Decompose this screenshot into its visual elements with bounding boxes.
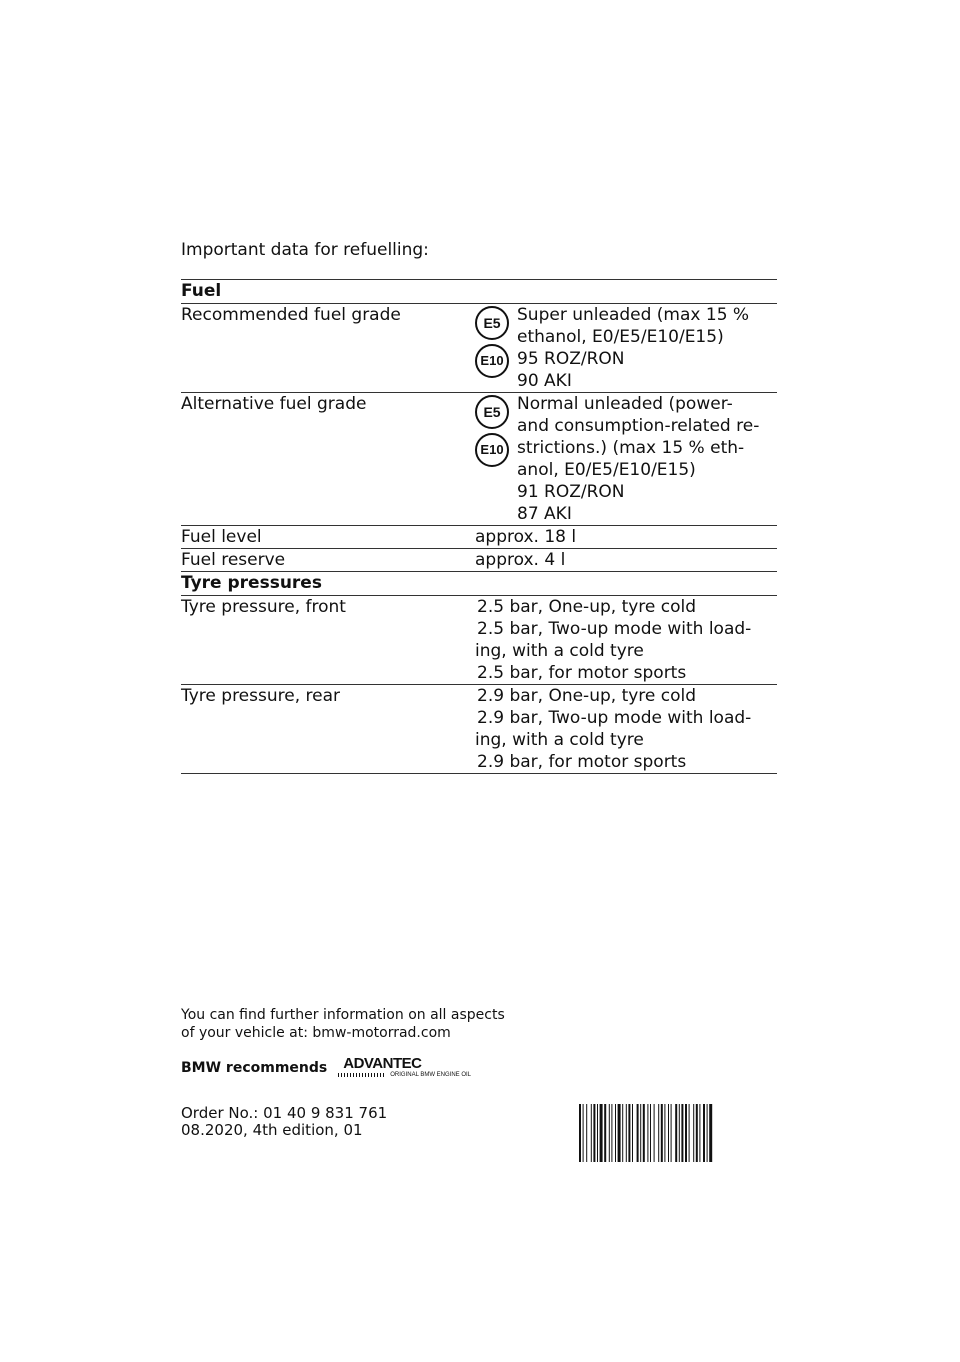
tyre-front-value [475, 596, 777, 685]
fuel-reserve-label: Fuel reserve [181, 550, 286, 570]
recommended-fuel-value [475, 304, 777, 393]
edition: 08.2020, 4th edition, 01 [181, 1121, 363, 1139]
info-line: You can find further information on all aspects [181, 1007, 505, 1023]
fuel-heading: Fuel [181, 281, 222, 301]
tyre-front-label: Tyre pressure, front [181, 597, 346, 617]
fuel-level-row [181, 526, 777, 549]
text-line: ethanol, E0/E5/E10/E15) [517, 327, 724, 347]
text-line: 2.9 bar, for motor sports [477, 752, 687, 772]
alternative-fuel-value [475, 393, 777, 526]
tyre-section-row [181, 572, 777, 596]
e10-badge-icon: E10 [475, 433, 509, 467]
order-number: Order No.: 01 40 9 831 761 [181, 1104, 388, 1122]
tyre-rear-label: Tyre pressure, rear [181, 686, 340, 706]
text-line: 2.5 bar, Two-up mode with load- [477, 619, 752, 639]
text-line: Normal unleaded (power- [517, 394, 733, 414]
text-line: 95 ROZ/RON [517, 349, 625, 369]
text-line: anol, E0/E5/E10/E15) [517, 460, 696, 480]
text-line: 87 AKI [517, 504, 572, 524]
tyre-rear-row [181, 685, 777, 774]
text-line: ing, with a cold tyre [475, 641, 644, 661]
fuel-badges [475, 304, 517, 392]
alternative-fuel-label: Alternative fuel grade [181, 394, 367, 414]
fuel-reserve-value: approx. 4 l [475, 550, 566, 570]
fuel-section-row [181, 280, 777, 304]
text-line: 2.5 bar, One-up, tyre cold [477, 597, 697, 617]
text-line: and consumption-related re- [517, 416, 760, 436]
recommended-fuel-label: Recommended fuel grade [181, 305, 401, 325]
advantec-brand: ADVANTEC [343, 1055, 422, 1072]
recommended-fuel-row [181, 304, 777, 393]
text-line: ing, with a cold tyre [475, 730, 644, 750]
fuel-reserve-row [181, 549, 777, 572]
refuelling-data-table [181, 279, 777, 774]
further-info [181, 1006, 505, 1042]
intro-heading: Important data for refuelling: [181, 240, 429, 260]
fuel-badges [475, 393, 517, 525]
barcode-icon [579, 1104, 776, 1162]
text-line: Super unleaded (max 15 % [517, 305, 750, 325]
text-line: 2.9 bar, Two-up mode with load- [477, 708, 752, 728]
e10-badge-icon: E10 [475, 344, 509, 378]
e5-badge-icon: E5 [475, 306, 509, 340]
logo-ticks [338, 1073, 386, 1077]
fuel-level-label: Fuel level [181, 527, 262, 547]
recommended-fuel-text [517, 304, 749, 392]
tyre-pressures-heading: Tyre pressures [181, 573, 322, 593]
tyre-rear-value [475, 685, 777, 774]
e5-badge-icon: E5 [475, 395, 509, 429]
order-info [181, 1105, 387, 1139]
recommends-label: BMW recommends [181, 1060, 328, 1076]
alternative-fuel-text [517, 393, 759, 525]
text-line: 2.9 bar, One-up, tyre cold [477, 686, 697, 706]
alternative-fuel-row [181, 393, 777, 526]
bmw-recommends [181, 1055, 471, 1078]
text-line: 2.5 bar, for motor sports [477, 663, 687, 683]
text-line: 91 ROZ/RON [517, 482, 625, 502]
fuel-level-value: approx. 18 l [475, 527, 577, 547]
text-line: 90 AKI [517, 371, 572, 391]
advantec-logo [335, 1055, 471, 1078]
website-line: of your vehicle at: bmw-motorrad.com [181, 1025, 451, 1041]
tyre-front-row [181, 596, 777, 685]
text-line: strictions.) (max 15 % eth- [517, 438, 745, 458]
advantec-subtitle: ORIGINAL BMW ENGINE OIL [390, 1072, 472, 1078]
